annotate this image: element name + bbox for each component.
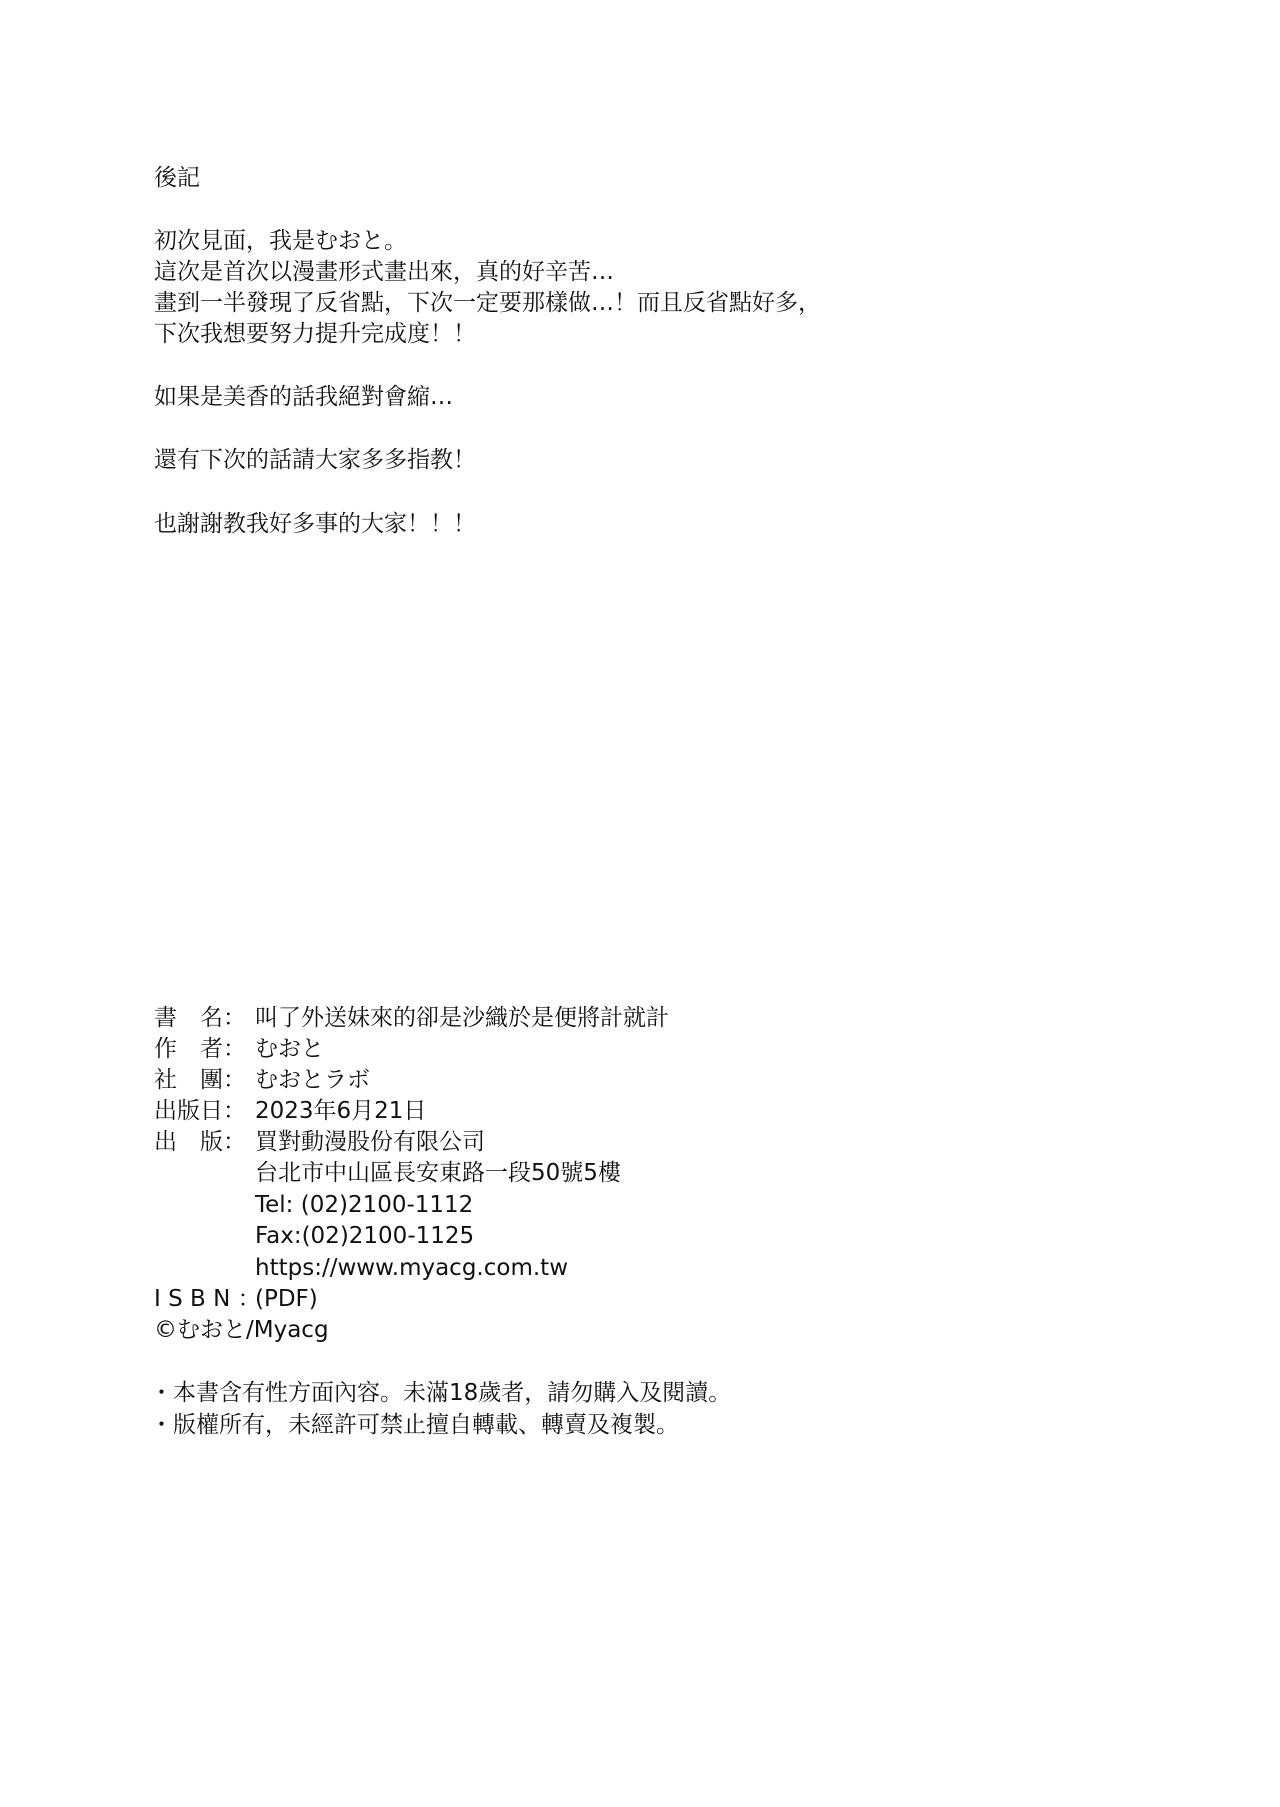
colophon-value: https://www.myacg.com.tw [255, 1255, 569, 1281]
colophon-row-url [154, 1253, 569, 1284]
notice-line: ・本書含有性方面內容。未滿18歲者，請勿購入及閱讀。 [150, 1380, 732, 1406]
afterword-line: 也謝謝教我好多事的大家！！！ [154, 511, 476, 537]
colophon-value: 2023年6月21日 [255, 1098, 427, 1124]
colophon-label: I S B N ： [154, 1286, 261, 1312]
colophon-row-title [154, 1003, 669, 1034]
afterword-line: 這次是首次以漫畫形式畫出來，真的好辛苦… [154, 259, 614, 285]
afterword-line: 還有下次的話請大家多多指教！ [154, 447, 476, 473]
colophon-value: むおと [255, 1036, 324, 1062]
colophon-row-tel [154, 1190, 474, 1221]
colophon-label: 作 者： [154, 1036, 246, 1062]
afterword-line: 如果是美香的話我絕對會縮… [154, 384, 453, 410]
afterword-line: 初次見面，我是むおと。 [154, 228, 407, 254]
colophon-value: 叫了外送妹來的卻是沙織於是便將計就計 [255, 1005, 669, 1031]
colophon-row-circle [154, 1065, 370, 1096]
colophon-row-isbn [154, 1284, 318, 1315]
colophon-value: Tel: (02)2100-1112 [255, 1192, 474, 1218]
colophon-row-fax [154, 1221, 475, 1252]
colophon-label: 社 團： [154, 1067, 246, 1093]
colophon-label: 書 名： [154, 1005, 246, 1031]
colophon-row-address [154, 1158, 621, 1189]
copyright: ©むおと/Myacg [154, 1317, 329, 1343]
colophon-label: 出 版： [154, 1129, 246, 1155]
colophon-value: 台北市中山區長安東路一段50號5樓 [255, 1160, 621, 1186]
colophon-label: 出版日： [154, 1098, 246, 1124]
colophon-row-author [154, 1034, 324, 1065]
notice-line: ・版權所有，未經許可禁止擅自轉載、轉賣及複製。 [150, 1412, 679, 1438]
afterword-line: 畫到一半發現了反省點，下次一定要那樣做…！而且反省點好多， [154, 290, 821, 316]
colophon-value: Fax:(02)2100-1125 [255, 1223, 475, 1249]
colophon-value: むおとラボ [255, 1067, 370, 1093]
colophon-value: 買對動漫股份有限公司 [255, 1129, 485, 1155]
colophon-row-date [154, 1096, 427, 1127]
colophon-row-publisher [154, 1127, 485, 1158]
afterword-title: 後記 [154, 165, 200, 191]
colophon-value: (PDF) [255, 1286, 318, 1312]
afterword-line: 下次我想要努力提升完成度！！ [154, 321, 476, 347]
